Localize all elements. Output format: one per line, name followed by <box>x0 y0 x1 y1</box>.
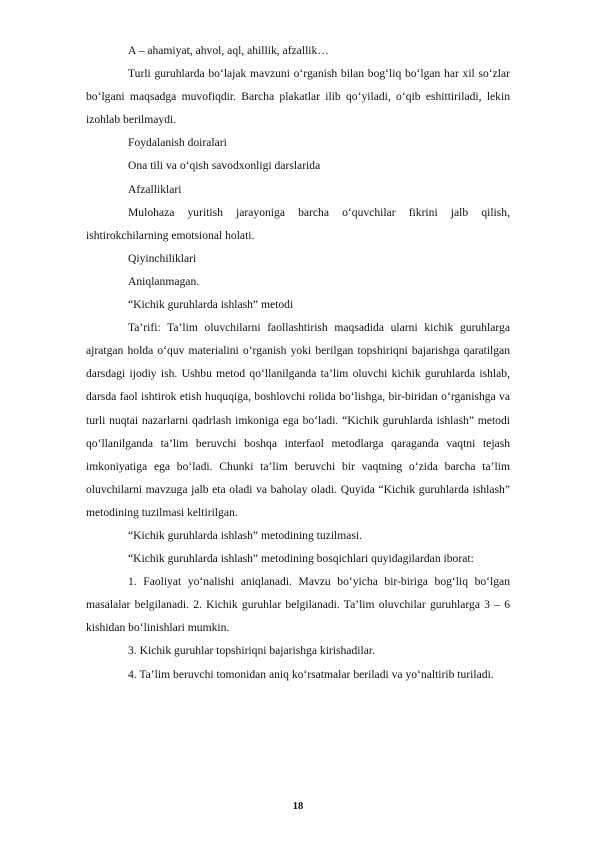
paragraph-definition-method: Ta’rifi: Ta’lim oluvchilarni faollashtirish maqsadida ularni kichik guruhlarga ajratgan holda o‘quv materialini o‘rganish yoki berilgan topshiriqni bajarishga qaratilgan darsdagi ijodiy ish. Ushbu metod qo‘llanilganda ta’lim oluvchi kichik guruhlarda ishlab, darsda faol ishtirok etish huquqiga, boshlovchi rolida bo‘lishga, bir-biridan o‘rganishga va turli nuqtai nazarlarni qadrlash imkoniga ega bo‘ladi. “Kichik guruhlarda ishlash” metodi qo‘llanilganda ta’lim beruvchi boshqa interfaol metodlarga qaraganda vaqtni tejash imkoniyatiga ega bo‘ladi. Chunki ta’lim beruvchi bir vaqtning o‘zida barcha ta’lim oluvchilarni mavzuga jalb eta oladi va baholay oladi. Quyida “Kichik guruhlarda ishlash” metodining tuzilmasi keltirilgan. <box>86 321 510 519</box>
paragraph-method-stages: “Kichik guruhlarda ishlash” metodining bosqichlari quyidagilardan iborat: <box>128 552 474 566</box>
page-number: 18 <box>292 801 304 812</box>
paragraph-advantages: Mulohaza yuritish jarayoniga barcha o‘quvchilar fikrini jalb qilish, ishtirokchilarning emotsional holati. <box>86 205 510 242</box>
paragraph-difficulties: Aniqlanmagan. <box>128 274 200 288</box>
paragraph-stage-4: 4. Ta’lim beruvchi tomonidan aniq ko‘rsatmalar beriladi va yo‘naltirib turiladi. <box>128 667 494 681</box>
paragraph-usage-lessons: Ona tili va o‘qish savodxonligi darslarida <box>128 159 321 173</box>
heading-advantages: Afzalliklari <box>128 182 182 196</box>
paragraph-group-words: Turli guruhlarda bo‘lajak mavzuni o‘rganish bilan bog‘liq bo‘lgan har xil so‘zlar bo‘lgani maqsadga muvofiqdir. Barcha plakatlar ilib qo‘yiladi, o‘qib eshittiriladi, lekin izohlab berilmaydi. <box>86 67 510 127</box>
paragraph-stage-3: 3. Kichik guruhlar topshiriqni bajarishga kirishadilar. <box>128 644 375 658</box>
heading-usage-areas: Foydalanish doiralari <box>128 136 227 150</box>
paragraph-definition-a: A – ahamiyat, ahvol, aql, ahillik, afzallik… <box>128 44 329 57</box>
paragraph-method-structure: “Kichik guruhlarda ishlash” metodining tuzilmasi. <box>128 528 363 542</box>
heading-small-groups-method: “Kichik guruhlarda ishlash” metodi <box>128 298 294 312</box>
paragraph-stage-1-2: 1. Faoliyat yo‘nalishi aniqlanadi. Mavzu bo‘yicha bir-biriga bog‘liq bo‘lgan masalalar belgilanadi. 2. Kichik guruhlar belgilanadi. Ta’lim oluvchilar guruhlarga 3 – 6 kishidan bo‘linishlari mumkin. <box>86 575 510 635</box>
page-body <box>86 39 510 686</box>
heading-difficulties: Qiyinchiliklari <box>128 251 197 265</box>
